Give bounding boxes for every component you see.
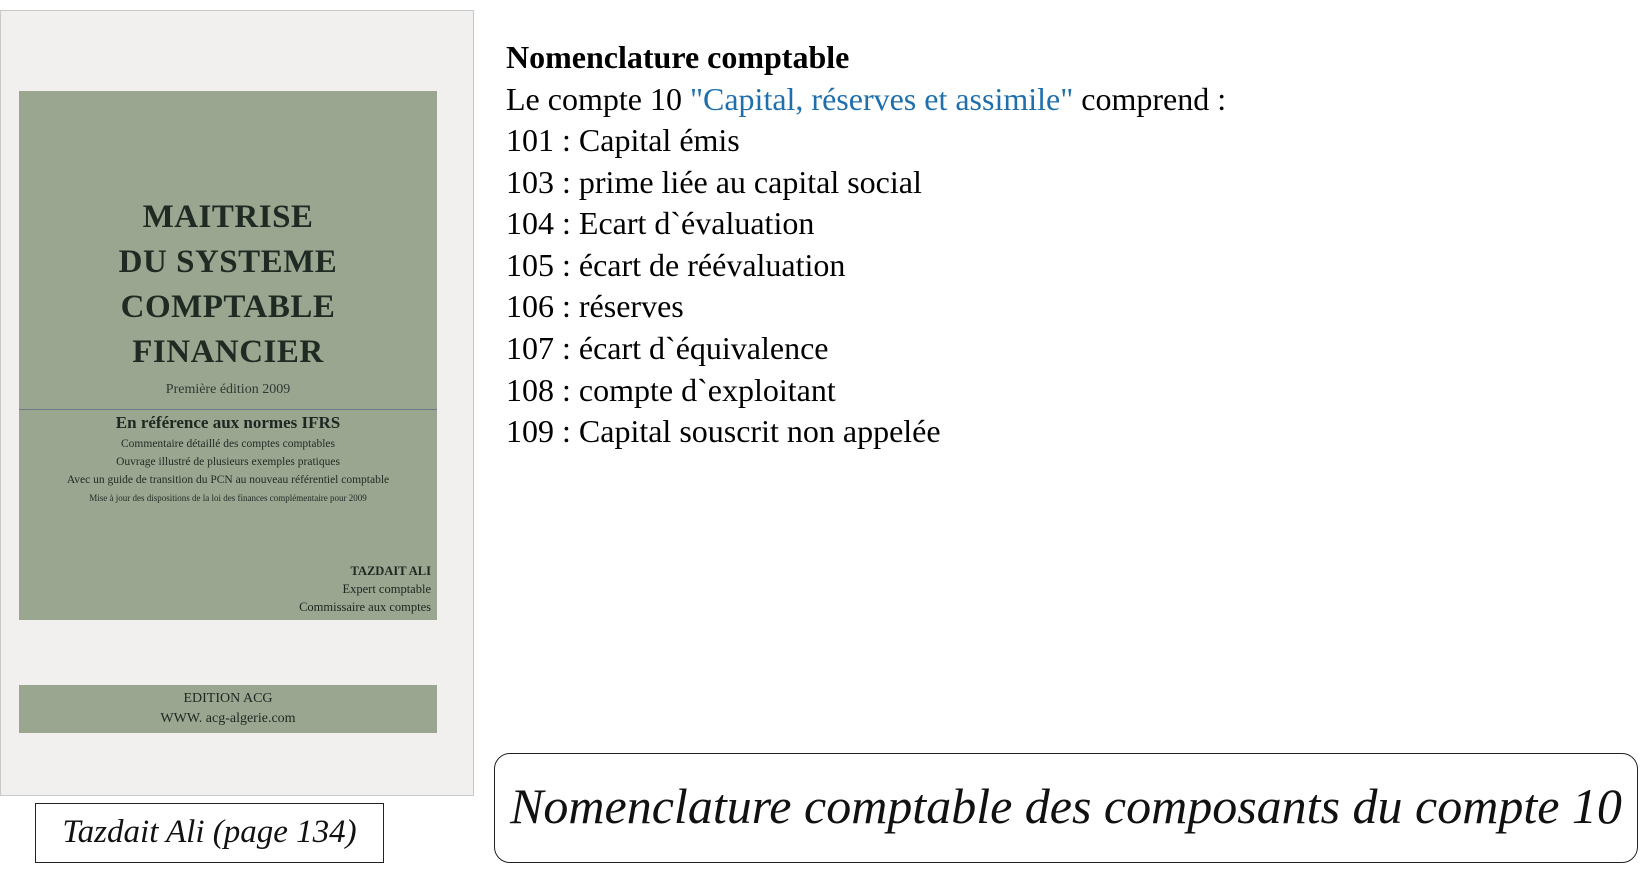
cover-author: [299, 562, 431, 616]
cover-author-name: TAZDAIT ALI: [350, 564, 431, 578]
account-item: 104 : Ecart d`évaluation: [506, 205, 815, 242]
intro-suffix: comprend :: [1073, 81, 1227, 117]
cover-title: [19, 195, 437, 375]
nomenclature-intro: [506, 78, 1226, 120]
cover-title-line: DU SYSTEME: [118, 244, 338, 280]
nomenclature-section: [506, 36, 1226, 453]
cover-publisher: EDITION ACG: [183, 691, 273, 706]
cover-website: WWW. acg-algerie.com: [160, 711, 296, 726]
cover-details: [25, 435, 431, 507]
cover-caption: Tazdait Ali (page 134): [35, 803, 384, 863]
cover-update-note: Mise à jour des dispositions de la loi des finances complémentaire pour 2009: [89, 493, 367, 503]
cover-author-role: Commissaire aux comptes: [299, 600, 431, 614]
cover-reference: En référence aux normes IFRS: [115, 413, 341, 432]
cover-title-line: COMPTABLE: [120, 289, 336, 325]
account-item: 109 : Capital souscrit non appelée: [506, 413, 941, 450]
account-item: 106 : réserves: [506, 288, 684, 325]
footer-caption: Nomenclature comptable des composants du compte 10: [494, 753, 1638, 863]
account-item: 107 : écart d`équivalence: [506, 329, 829, 366]
cover-edition: Première édition 2009: [165, 382, 291, 397]
cover-publisher-band: [19, 685, 437, 733]
intro-prefix: Le compte 10: [506, 81, 690, 117]
account-list: [506, 120, 1226, 453]
cover-divider: [19, 409, 437, 410]
cover-author-role: Expert comptable: [342, 582, 431, 596]
account-item: 105 : écart de réévaluation: [506, 246, 846, 283]
account-item: 103 : prime liée au capital social: [506, 163, 922, 200]
cover-detail-line: Avec un guide de transition du PCN au nouveau référentiel comptable: [66, 474, 390, 486]
account-item: 108 : compte d`exploitant: [506, 371, 836, 408]
nomenclature-heading: Nomenclature comptable: [506, 39, 850, 75]
account-item: 101 : Capital émis: [506, 122, 740, 158]
book-cover-image: [0, 10, 474, 796]
cover-title-line: FINANCIER: [132, 334, 324, 370]
cover-main-panel: [19, 91, 437, 620]
cover-detail-line: Commentaire détaillé des comptes comptables: [121, 438, 335, 450]
cover-title-line: MAITRISE: [142, 199, 314, 235]
cover-detail-line: Ouvrage illustré de plusieurs exemples pratiques: [116, 456, 340, 468]
intro-quote: "Capital, réserves et assimile": [689, 81, 1074, 117]
